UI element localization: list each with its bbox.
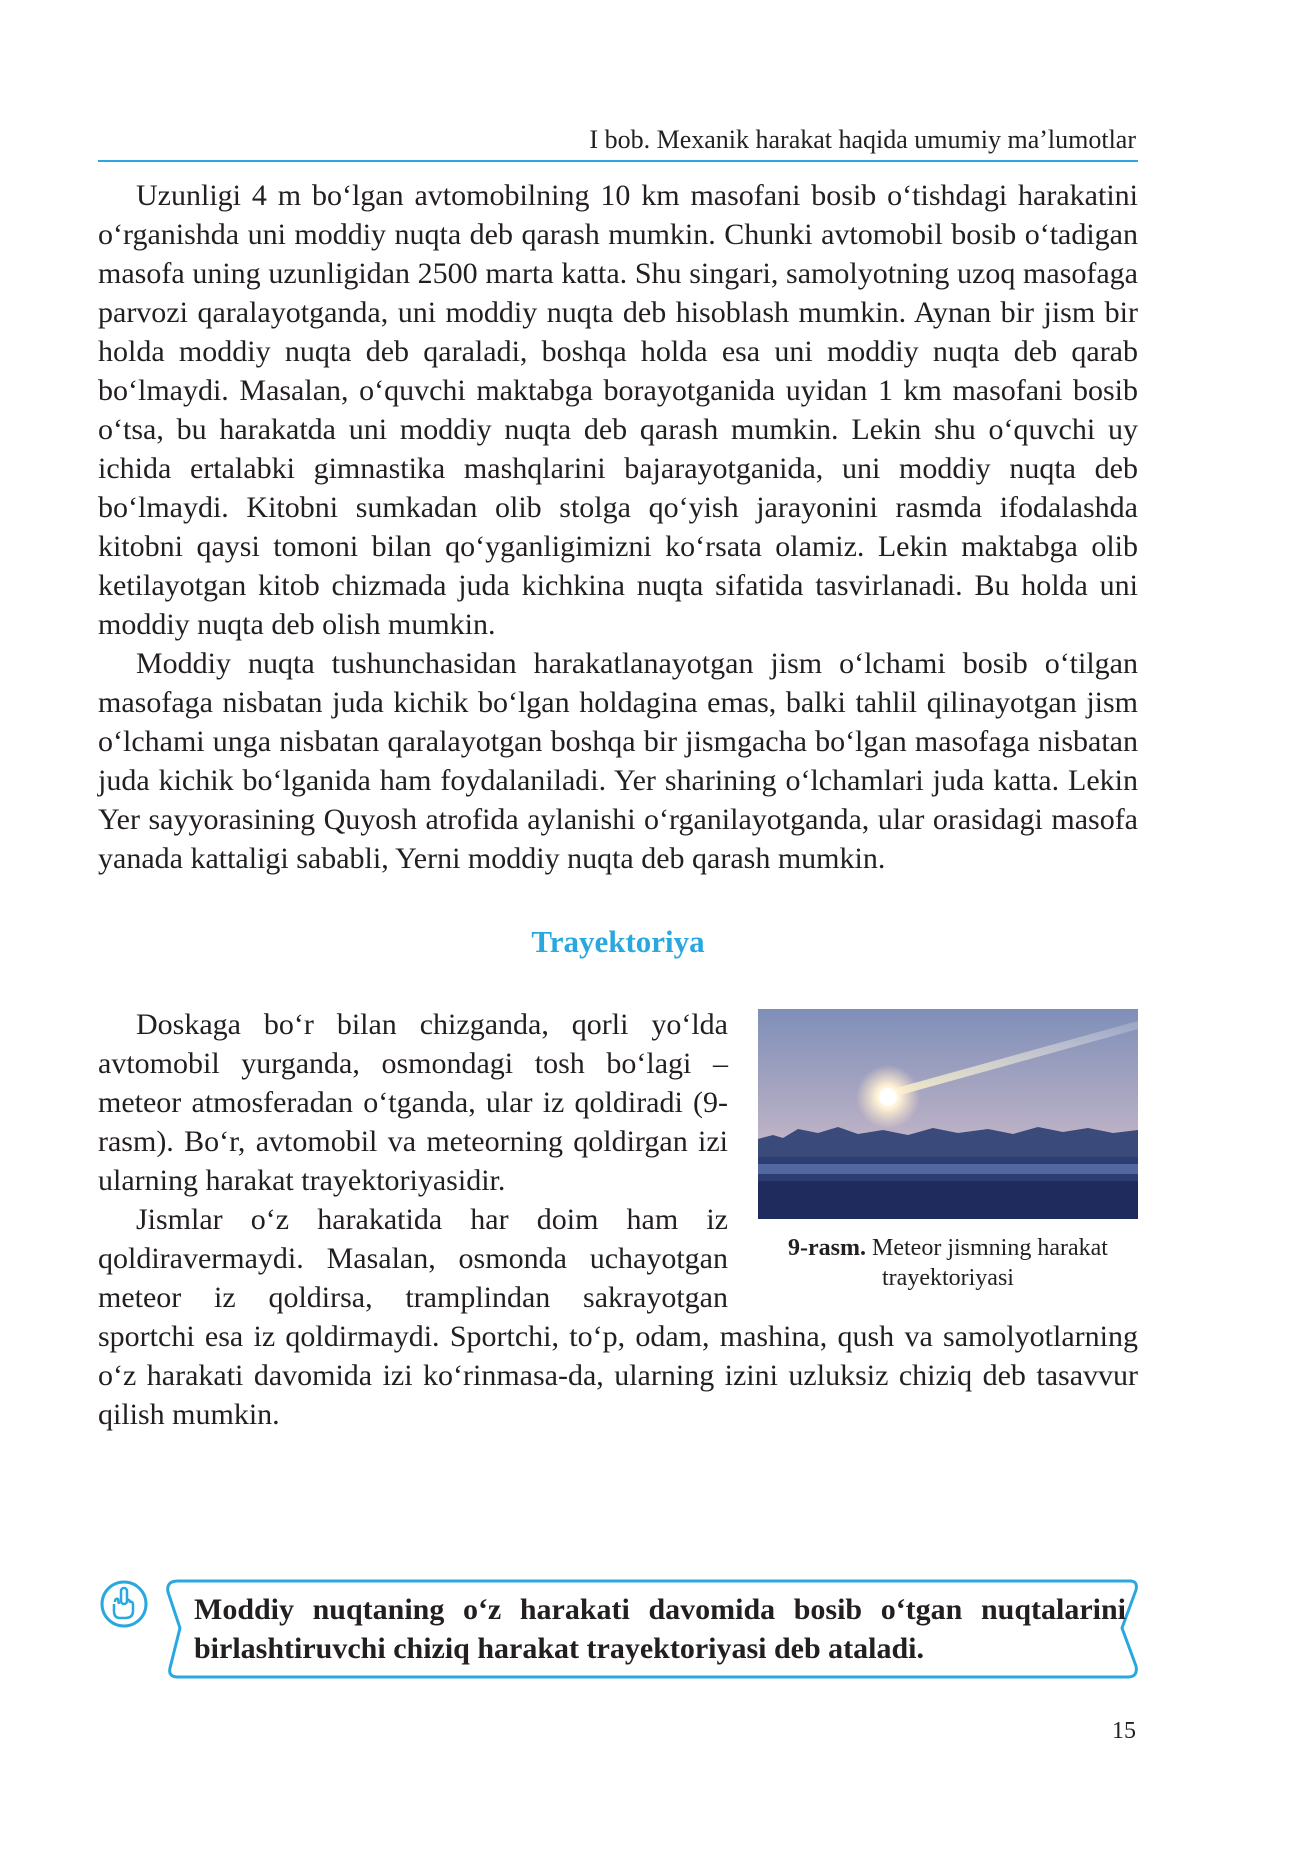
section-paragraph-2: Jismlar o‘z harakatida har doim ham iz qoldiravermaydi. Masalan, osmonda uchayotgan meteor iz qoldirsa, tramplindan sakrayotgan sportchi esa iz qoldirmaydi. Sportchi, to‘p, odam, mashina, qush va samolyotlarning o‘z harakati davomida izi ko‘rinmasa-da, ularning izini uzluksiz chiziq deb tasavvur qilish mumkin. <box>98 1203 1138 1431</box>
page-number: 15 <box>1112 1718 1136 1744</box>
definition-box <box>158 1578 1140 1680</box>
figure-caption <box>758 1233 1138 1293</box>
figure-caption-text: Meteor jismning harakat trayektoriyasi <box>872 1235 1108 1291</box>
page-body <box>98 176 1138 1434</box>
meteor-photo <box>758 1009 1138 1219</box>
pointing-hand-icon <box>98 1578 150 1630</box>
body-paragraph-1: Uzunligi 4 m bo‘lgan avtomobilning 10 km masofani bosib o‘tishdagi harakatini o‘rganishda uni moddiy nuqta deb qarash mumkin. Chunki avtomobil bosib o‘tadigan masofa uning uzunligidan 2500 marta katta. Shu singari, samolyotning uzoq masofaga parvozi qaralayotganda, uni moddiy nuqta deb hisoblash mumkin. Aynan bir jism bir holda moddiy nuqta deb qaraladi, boshqa holda esa uni moddiy nuqta deb qarab bo‘lmaydi. Masalan, o‘quvchi maktabga borayotganida uyidan 1 km masofani bosib o‘tsa, bu harakatda uni moddiy nuqta deb qarash mumkin. Lekin shu o‘quvchi uy ichida ertalabki gimnastika mashqlarini bajarayotganida, uni moddiy nuqta deb bo‘lmaydi. Kitobni sumkadan olib stolga qo‘yish jarayonini rasmda ifodalashda kitobni qaysi tomoni bilan qo‘yganligimizni ko‘rsata olamiz. Lekin maktabga olib ketilayotgan kitob chizmada juda kichkina nuqta sifatida tasvirlanadi. Bu holda uni moddiy nuqta deb olish mumkin. <box>98 179 1138 641</box>
section-heading: Trayektoriya <box>531 924 705 959</box>
definition-text: Moddiy nuqtaning o‘z harakati davomida bosib o‘tgan nuqtalarini birlashtiruvchi chiziq harakat trayektoriyasi deb ataladi. <box>194 1593 1126 1665</box>
running-header: I bob. Mexanik harakat haqida umumiy ma’lumotlar <box>589 125 1136 154</box>
figure-label: 9-rasm. <box>788 1235 867 1261</box>
section-paragraph-1: Doskaga bo‘r bilan chizganda, qorli yo‘lda avtomobil yurganda, osmondagi tosh bo‘lagi – meteor atmosferadan o‘tganda, ular iz qoldiradi (9-rasm). Bo‘r, avtomobil va meteorning qoldirgan izi ularning harakat trayektoriyasidir. <box>98 1008 728 1197</box>
header-divider <box>98 160 1138 162</box>
body-paragraph-2: Moddiy nuqta tushunchasidan harakatlanayotgan jism o‘lchami bosib o‘tilgan masofaga nisbatan juda kichik bo‘lgan holdagina emas, balki tahlil qilinayotgan jism o‘lchami unga nisbatan qaralayotgan boshqa bir jismgacha bo‘lgan masofaga nisbatan juda kichik bo‘lganida ham foydalaniladi. Yer sharining o‘lchamlari juda katta. Lekin Yer sayyorasining Quyosh atrofida aylanishi o‘rganilayotganda, ular orasidagi masofa yanada kattaligi sababli, Yerni moddiy nuqta deb qarash mumkin. <box>98 647 1138 875</box>
figure-9 <box>758 1009 1138 1293</box>
